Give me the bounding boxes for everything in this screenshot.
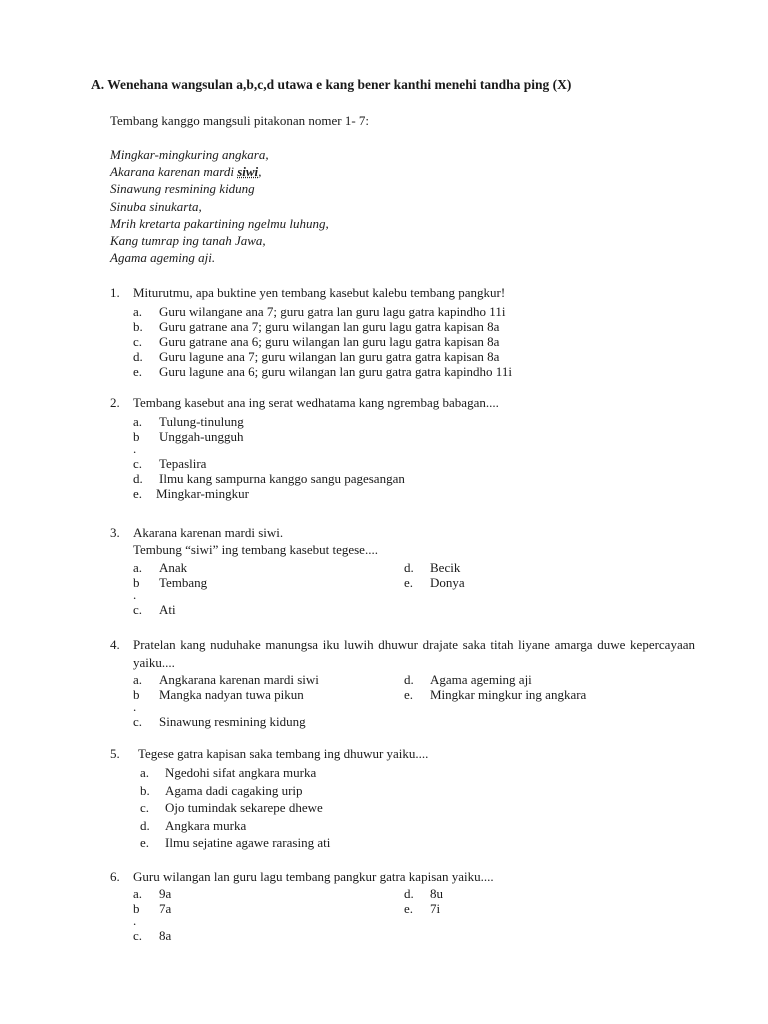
question-text-line-2: Tembung “siwi” ing tembang kasebut tegese.... — [133, 542, 378, 557]
poem-stanza — [110, 146, 329, 266]
stray-dot: . — [133, 441, 137, 456]
option-c[interactable] — [110, 602, 695, 617]
option-letter: c. — [133, 456, 143, 471]
option-text: Unggah-ungguh — [159, 429, 244, 444]
question-6 — [110, 869, 695, 943]
question-text: Akarana karenan mardi siwi. — [133, 525, 284, 540]
question-5 — [110, 746, 695, 852]
option-text: Ilmu sejatine agawe rarasing ati — [165, 835, 331, 850]
option-row-a-d — [110, 560, 695, 575]
option-letter: d. — [133, 471, 143, 486]
question-number: 5. — [110, 746, 120, 761]
option-letter-b[interactable]: b — [133, 575, 140, 590]
option-text: Angkara murka — [165, 817, 247, 833]
question-number: 4. — [110, 637, 120, 652]
poem-line-1: Mingkar-mingkuring angkara, — [110, 147, 269, 162]
poem-line-2-start: Akarana karenan mardi — [110, 164, 238, 180]
stray-dot: . — [133, 699, 137, 714]
option-letter: a. — [133, 304, 143, 319]
option-c[interactable] — [110, 334, 695, 349]
question-number: 1. — [110, 285, 120, 300]
option-letter-e[interactable]: e. — [404, 575, 414, 590]
intro-text: Tembang kanggo mangsuli pitakonan nomer 1- 7: — [110, 113, 370, 128]
poem-word-siwi: siwi — [237, 164, 259, 180]
option-a[interactable] — [110, 414, 695, 429]
stray-dot: . — [133, 913, 137, 928]
option-letter: b. — [133, 319, 143, 334]
poem-line-3: Sinawung resmining kidung — [110, 181, 255, 197]
option-a[interactable] — [110, 764, 695, 782]
option-letter-a[interactable]: a. — [133, 886, 143, 901]
option-text-e[interactable]: Donya — [430, 575, 465, 590]
question-number: 2. — [110, 395, 120, 410]
option-text-b[interactable]: 7a — [159, 901, 172, 916]
option-text: Guru lagune ana 6; guru wilangan lan guru gatra gatra kapindho 11i — [159, 364, 512, 379]
option-letter-a[interactable]: a. — [133, 560, 143, 575]
option-letter-d[interactable]: d. — [404, 672, 414, 687]
question-4 — [110, 636, 695, 729]
option-text: Ilmu kang sampurna kanggo sangu pagesangan — [159, 471, 405, 486]
poem-line-5: Mrih kretarta pakartining ngelmu luhung, — [110, 215, 329, 231]
question-1 — [110, 285, 695, 379]
option-text: 8a — [159, 928, 172, 943]
option-text: Guru gatrane ana 6; guru wilangan lan guru lagu gatra kapisan 8a — [159, 334, 500, 349]
option-letter-b[interactable]: b — [133, 901, 140, 916]
poem-line-6: Kang tumrap ing tanah Jawa, — [110, 232, 266, 248]
option-b[interactable] — [110, 429, 695, 444]
option-text: Guru wilangane ana 7; guru gatra lan guru lagu gatra kapindho 11i — [159, 304, 506, 319]
option-e[interactable] — [110, 834, 695, 852]
option-text-b[interactable]: Mangka nadyan tuwa pikun — [159, 687, 304, 702]
option-letter: b — [133, 429, 140, 444]
option-text: Mingkar-mingkur — [156, 486, 249, 501]
option-text-e[interactable]: 7i — [430, 901, 441, 916]
option-letter: a. — [133, 414, 143, 429]
option-text: Guru gatrane ana 7; guru wilangan lan guru lagu gatra kapisan 8a — [159, 319, 500, 334]
option-e[interactable] — [110, 364, 695, 379]
option-row-b-e — [110, 901, 695, 916]
section-heading: A. Wenehana wangsulan a,b,c,d utawa e kang bener kanthi menehi tandha ping (X) — [91, 77, 572, 92]
option-c[interactable] — [110, 799, 695, 817]
option-text-d[interactable]: Becik — [430, 560, 461, 575]
option-letter-a[interactable]: a. — [133, 672, 143, 687]
question-text: Tegese gatra kapisan saka tembang ing dhuwur yaiku.... — [138, 746, 429, 761]
question-3 — [110, 525, 695, 617]
option-letter-e[interactable]: e. — [404, 687, 414, 702]
option-letter: c. — [140, 800, 150, 815]
option-d[interactable] — [110, 349, 695, 364]
option-letter: b. — [140, 782, 150, 798]
option-letter: a. — [140, 765, 150, 780]
question-text: Guru wilangan lan guru lagu tembang pangkur gatra kapisan yaiku.... — [133, 869, 494, 884]
option-letter: d. — [133, 349, 143, 364]
question-text: Pratelan kang nuduhake manungsa iku luwih dhuwur drajate saka titah liyane amarga duwe kepercayaan yaiku.... — [133, 637, 695, 670]
option-letter: e. — [133, 486, 143, 501]
option-d[interactable] — [110, 471, 695, 486]
option-text-a[interactable]: Angkarana karenan mardi siwi — [159, 672, 319, 687]
question-text: Miturutmu, apa buktine yen tembang kasebut kalebu tembang pangkur! — [133, 285, 506, 300]
option-letter: c. — [133, 602, 143, 617]
poem-line-7: Agama ageming aji. — [110, 250, 216, 266]
option-text: Ngedohi sifat angkara murka — [165, 765, 317, 780]
option-row-b-e — [110, 575, 695, 590]
option-c[interactable] — [110, 928, 695, 943]
poem-line-4: Sinuba sinukarta, — [110, 198, 202, 214]
option-text-d[interactable]: 8u — [430, 886, 443, 901]
option-e[interactable] — [110, 486, 695, 501]
option-letter-b[interactable]: b — [133, 687, 140, 702]
option-letter: c. — [133, 928, 143, 943]
option-row-a-d — [110, 886, 695, 901]
option-c[interactable] — [110, 456, 695, 471]
option-letter: e. — [140, 835, 150, 850]
option-text: Ojo tumindak sekarepe dhewe — [165, 800, 323, 815]
option-letter-d[interactable]: d. — [404, 886, 414, 901]
question-text: Tembang kasebut ana ing serat wedhatama kang ngrembag babagan.... — [133, 395, 499, 410]
option-text: Guru lagune ana 7; guru wilangan lan guru gatra gatra kapisan 8a — [159, 349, 500, 364]
option-text: Ati — [159, 602, 176, 617]
option-row-a-d — [110, 672, 695, 687]
option-letter: e. — [133, 364, 143, 379]
question-number: 6. — [110, 869, 120, 884]
option-text: Agama dadi cagaking urip — [165, 782, 303, 798]
option-b[interactable] — [110, 319, 695, 334]
poem-line-2 — [110, 163, 329, 180]
question-number: 3. — [110, 525, 120, 540]
option-letter: d. — [140, 817, 150, 833]
option-text: Sinawung resmining kidung — [159, 714, 306, 729]
stray-dot: . — [133, 587, 137, 602]
option-d[interactable] — [110, 817, 695, 835]
option-a[interactable] — [110, 304, 695, 319]
option-letter-e[interactable]: e. — [404, 901, 414, 916]
option-letter: c. — [133, 714, 143, 729]
poem-line-2-end: , — [258, 164, 262, 180]
option-letter: c. — [133, 334, 143, 349]
option-text-a[interactable]: Anak — [159, 560, 188, 575]
option-text-a[interactable]: 9a — [159, 886, 172, 901]
question-2 — [110, 395, 695, 501]
option-text-b[interactable]: Tembang — [159, 575, 208, 590]
option-row-b-e — [110, 687, 695, 702]
option-letter-d[interactable]: d. — [404, 560, 414, 575]
option-text: Tepaslira — [159, 456, 207, 471]
option-b[interactable] — [110, 782, 695, 800]
option-text-e[interactable]: Mingkar mingkur ing angkara — [430, 687, 587, 702]
option-text: Tulung-tinulung — [159, 414, 244, 429]
option-text-d[interactable]: Agama ageming aji — [430, 672, 532, 687]
option-c[interactable] — [110, 714, 695, 729]
